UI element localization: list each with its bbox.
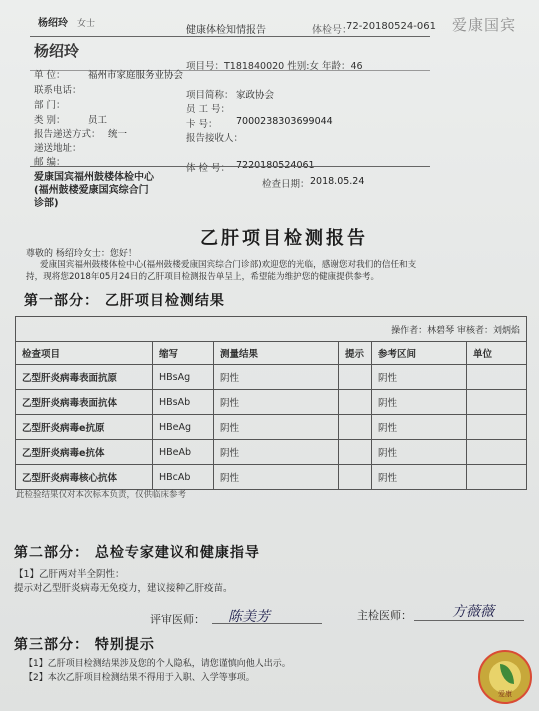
cell-item: 乙型肝炎病毒e抗原 (16, 415, 153, 440)
cell-ref: 阴性 (372, 415, 467, 440)
report-title: 乙肝项目检测报告 (200, 228, 368, 249)
col-header-hint: 提示 (339, 342, 372, 365)
aikang-logo-icon (478, 650, 532, 704)
cell-hint (339, 365, 372, 390)
chief-signature: 方薇薇 (452, 604, 494, 620)
col-header-item: 检查项目 (16, 342, 153, 365)
cell-abbr: HBcAb (153, 465, 214, 490)
header-exam-no-label: 体检号： (312, 25, 352, 36)
unit-value: 福州市家庭服务业协会 (88, 70, 184, 81)
table-row (16, 465, 527, 490)
address-label: 递送地址： (34, 143, 82, 154)
receiver-label: 报告接收人： (186, 133, 244, 144)
header-name: 杨绍玲 (38, 18, 68, 29)
exam-date-value: 2018.05.24 (310, 176, 365, 187)
cell-ref: 阴性 (372, 465, 467, 490)
cell-result: 阴性 (214, 390, 339, 415)
delivery-label: 报告递送方式： (34, 129, 101, 140)
emp-no-label: 员 工 号： (186, 104, 231, 115)
part3-title: 第三部分： 特别提示 (14, 637, 155, 653)
intro-line-1: 爱康国宾福州鼓楼体检中心(福州鼓楼爱康国宾综合门诊部)欢迎您的光临，感谢您对我们的信任和支 (40, 260, 417, 270)
cell-item: 乙型肝炎病毒表面抗体 (16, 390, 153, 415)
header-divider (30, 36, 430, 37)
card-value: 7000238303699044 (236, 116, 333, 127)
exam-no2-value: 7220180524061 (236, 160, 315, 171)
postcode-label: 邮 编： (34, 157, 66, 168)
table-row (16, 440, 527, 465)
col-header-result: 测量结果 (214, 342, 339, 365)
part3-item-1: 【1】乙肝项目检测结果涉及您的个人隐私，请您谨慎向他人出示。 (24, 659, 291, 669)
header-exam-no: 72-20180524-061 (346, 21, 436, 32)
greeting: 尊敬的 杨绍玲女士：您好！ (26, 249, 137, 259)
table-row (16, 365, 527, 390)
cell-result: 阴性 (214, 415, 339, 440)
chief-label: 主检医师： (357, 609, 412, 622)
cell-unit (467, 465, 527, 490)
unit-label: 单 位： (34, 70, 66, 81)
exam-no2-label: 体 检 号： (186, 163, 231, 174)
header-report-type: 健康体检知情报告 (186, 25, 266, 36)
contact-label: 联系电话： (34, 85, 82, 96)
cell-unit (467, 365, 527, 390)
cell-item: 乙型肝炎病毒e抗体 (16, 440, 153, 465)
cell-ref: 阴性 (372, 440, 467, 465)
reviewer-label: 评审医师： (150, 613, 205, 626)
patient-project-line: 项目号：T181840020 性别:女 年龄：46 (186, 61, 363, 72)
part3-item-2: 【2】本次乙肝项目检测结果不得用于入职、入学等事项。 (24, 673, 255, 683)
reviewer-signature: 陈美芳 (228, 609, 270, 625)
short-name-label: 项目简称： (186, 90, 234, 101)
part1-title: 第一部分： 乙肝项目检测结果 (24, 293, 225, 309)
cell-abbr: HBsAg (153, 365, 214, 390)
cell-unit (467, 440, 527, 465)
dept-label: 部 门： (34, 100, 66, 111)
cell-ref: 阴性 (372, 390, 467, 415)
col-header-ref: 参考区间 (372, 342, 467, 365)
table-row (16, 415, 527, 440)
cell-unit (467, 415, 527, 440)
header-gender: 女士 (77, 19, 96, 29)
cell-hint (339, 390, 372, 415)
operator-row (16, 317, 527, 342)
table-row (16, 390, 527, 415)
cell-result: 阴性 (214, 465, 339, 490)
results-table (15, 316, 527, 490)
cell-hint (339, 415, 372, 440)
part2-item-1-detail: 提示对乙型肝炎病毒无免疫力，建议接种乙肝疫苗。 (14, 583, 233, 594)
center-name-3: 诊部) (34, 198, 59, 209)
center-name-2: (福州鼓楼爱康国宾综合门 (34, 185, 149, 196)
exam-date-label: 检查日期： (262, 179, 310, 190)
part2-title: 第二部分： 总检专家建议和健康指导 (14, 545, 260, 561)
cell-ref: 阴性 (372, 365, 467, 390)
category-value: 员工 (88, 115, 108, 126)
cell-item: 乙型肝炎病毒表面抗原 (16, 365, 153, 390)
chief-sign-line (414, 620, 524, 621)
delivery-value: 统一 (108, 129, 128, 140)
cell-abbr: HBeAb (153, 440, 214, 465)
operator-text: 操作者：林碧琴 审核者：刘炳焰 (16, 317, 527, 342)
col-header-unit: 单位 (467, 342, 527, 365)
short-name-value: 家政协会 (236, 90, 275, 101)
reviewer-sign-line (212, 623, 322, 624)
cell-hint (339, 440, 372, 465)
logo-text: 爱康 (498, 690, 512, 698)
cell-abbr: HBeAg (153, 415, 214, 440)
col-header-abbr: 缩写 (153, 342, 214, 365)
cell-result: 阴性 (214, 365, 339, 390)
center-divider (30, 166, 430, 167)
cell-item: 乙型肝炎病毒核心抗体 (16, 465, 153, 490)
cell-abbr: HBsAb (153, 390, 214, 415)
center-name-1: 爱康国宾福州鼓楼体检中心 (34, 172, 154, 183)
cell-result: 阴性 (214, 440, 339, 465)
table-header-row (16, 342, 527, 365)
patient-name: 杨绍玲 (34, 42, 80, 60)
category-label: 类 别： (34, 115, 66, 126)
intro-line-2: 持，现将您2018年05月24日的乙肝项目检测报告单呈上，希望能为维护您的健康提供参考。 (26, 272, 380, 282)
cell-hint (339, 465, 372, 490)
header-brand: 爱康国宾 (452, 16, 517, 34)
part2-item-1: 【1】乙肝两对半全阴性： (14, 569, 125, 580)
results-note: 此检验结果仅对本次标本负责，仅供临床参考 (16, 490, 187, 500)
cell-unit (467, 390, 527, 415)
card-label: 卡 号： (186, 119, 218, 130)
